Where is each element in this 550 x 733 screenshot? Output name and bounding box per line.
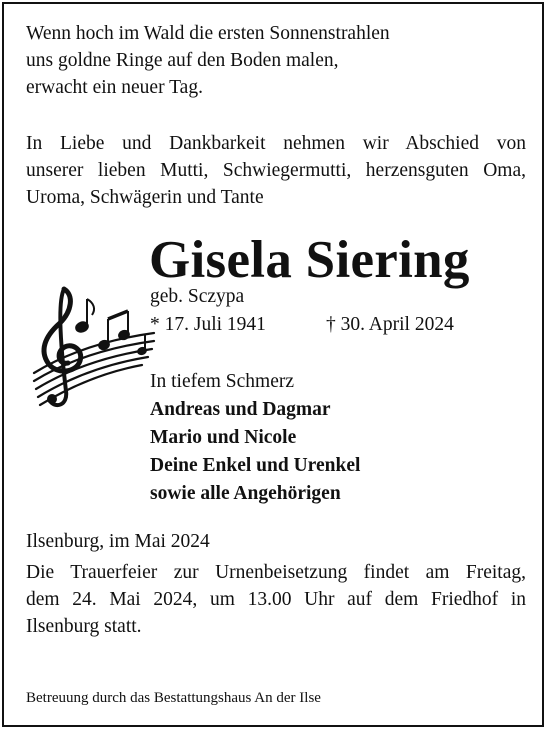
place-date: Ilsenburg, im Mai 2024: [26, 531, 210, 552]
intro-text: [26, 130, 526, 211]
funeral-line: Die Trauerfeier zur Urnenbeisetzung findet am Freitag,: [26, 562, 526, 583]
death-date: † 30. April 2024: [326, 314, 454, 335]
deceased-name: Gisela Siering: [149, 231, 470, 289]
funeral-info: [26, 559, 526, 640]
mourner-name: sowie alle Angehörigen: [150, 483, 341, 504]
poem-line: uns goldne Ringe auf den Boden malen,: [26, 50, 339, 71]
poem: [26, 20, 390, 101]
maiden-name: geb. Sczypa: [150, 286, 245, 307]
intro-line: unserer lieben Mutti, Schwiegermutti, herzensguten Oma,: [26, 160, 526, 181]
mourner-name: Deine Enkel und Urenkel: [150, 455, 361, 476]
mourner-name: Andreas und Dagmar: [150, 399, 331, 420]
mourners: [150, 368, 360, 508]
mourners-intro: In tiefem Schmerz: [150, 371, 295, 392]
treble-clef-music-notes-icon: [30, 281, 160, 413]
intro-line: Uroma, Schwägerin und Tante: [26, 187, 264, 208]
poem-line: Wenn hoch im Wald die ersten Sonnenstrahlen: [26, 23, 390, 44]
intro-line: In Liebe und Dankbarkeit nehmen wir Abschied von: [26, 133, 526, 154]
undertaker-note: Betreuung durch das Bestattungshaus An der Ilse: [26, 690, 321, 706]
birth-date: * 17. Juli 1941: [150, 314, 266, 335]
obituary-notice: [2, 2, 544, 727]
funeral-line: Ilsenburg statt.: [26, 616, 142, 637]
poem-line: erwacht ein neuer Tag.: [26, 77, 203, 98]
mourner-name: Mario und Nicole: [150, 427, 297, 448]
funeral-line: dem 24. Mai 2024, um 13.00 Uhr auf dem Friedhof in: [26, 589, 526, 610]
